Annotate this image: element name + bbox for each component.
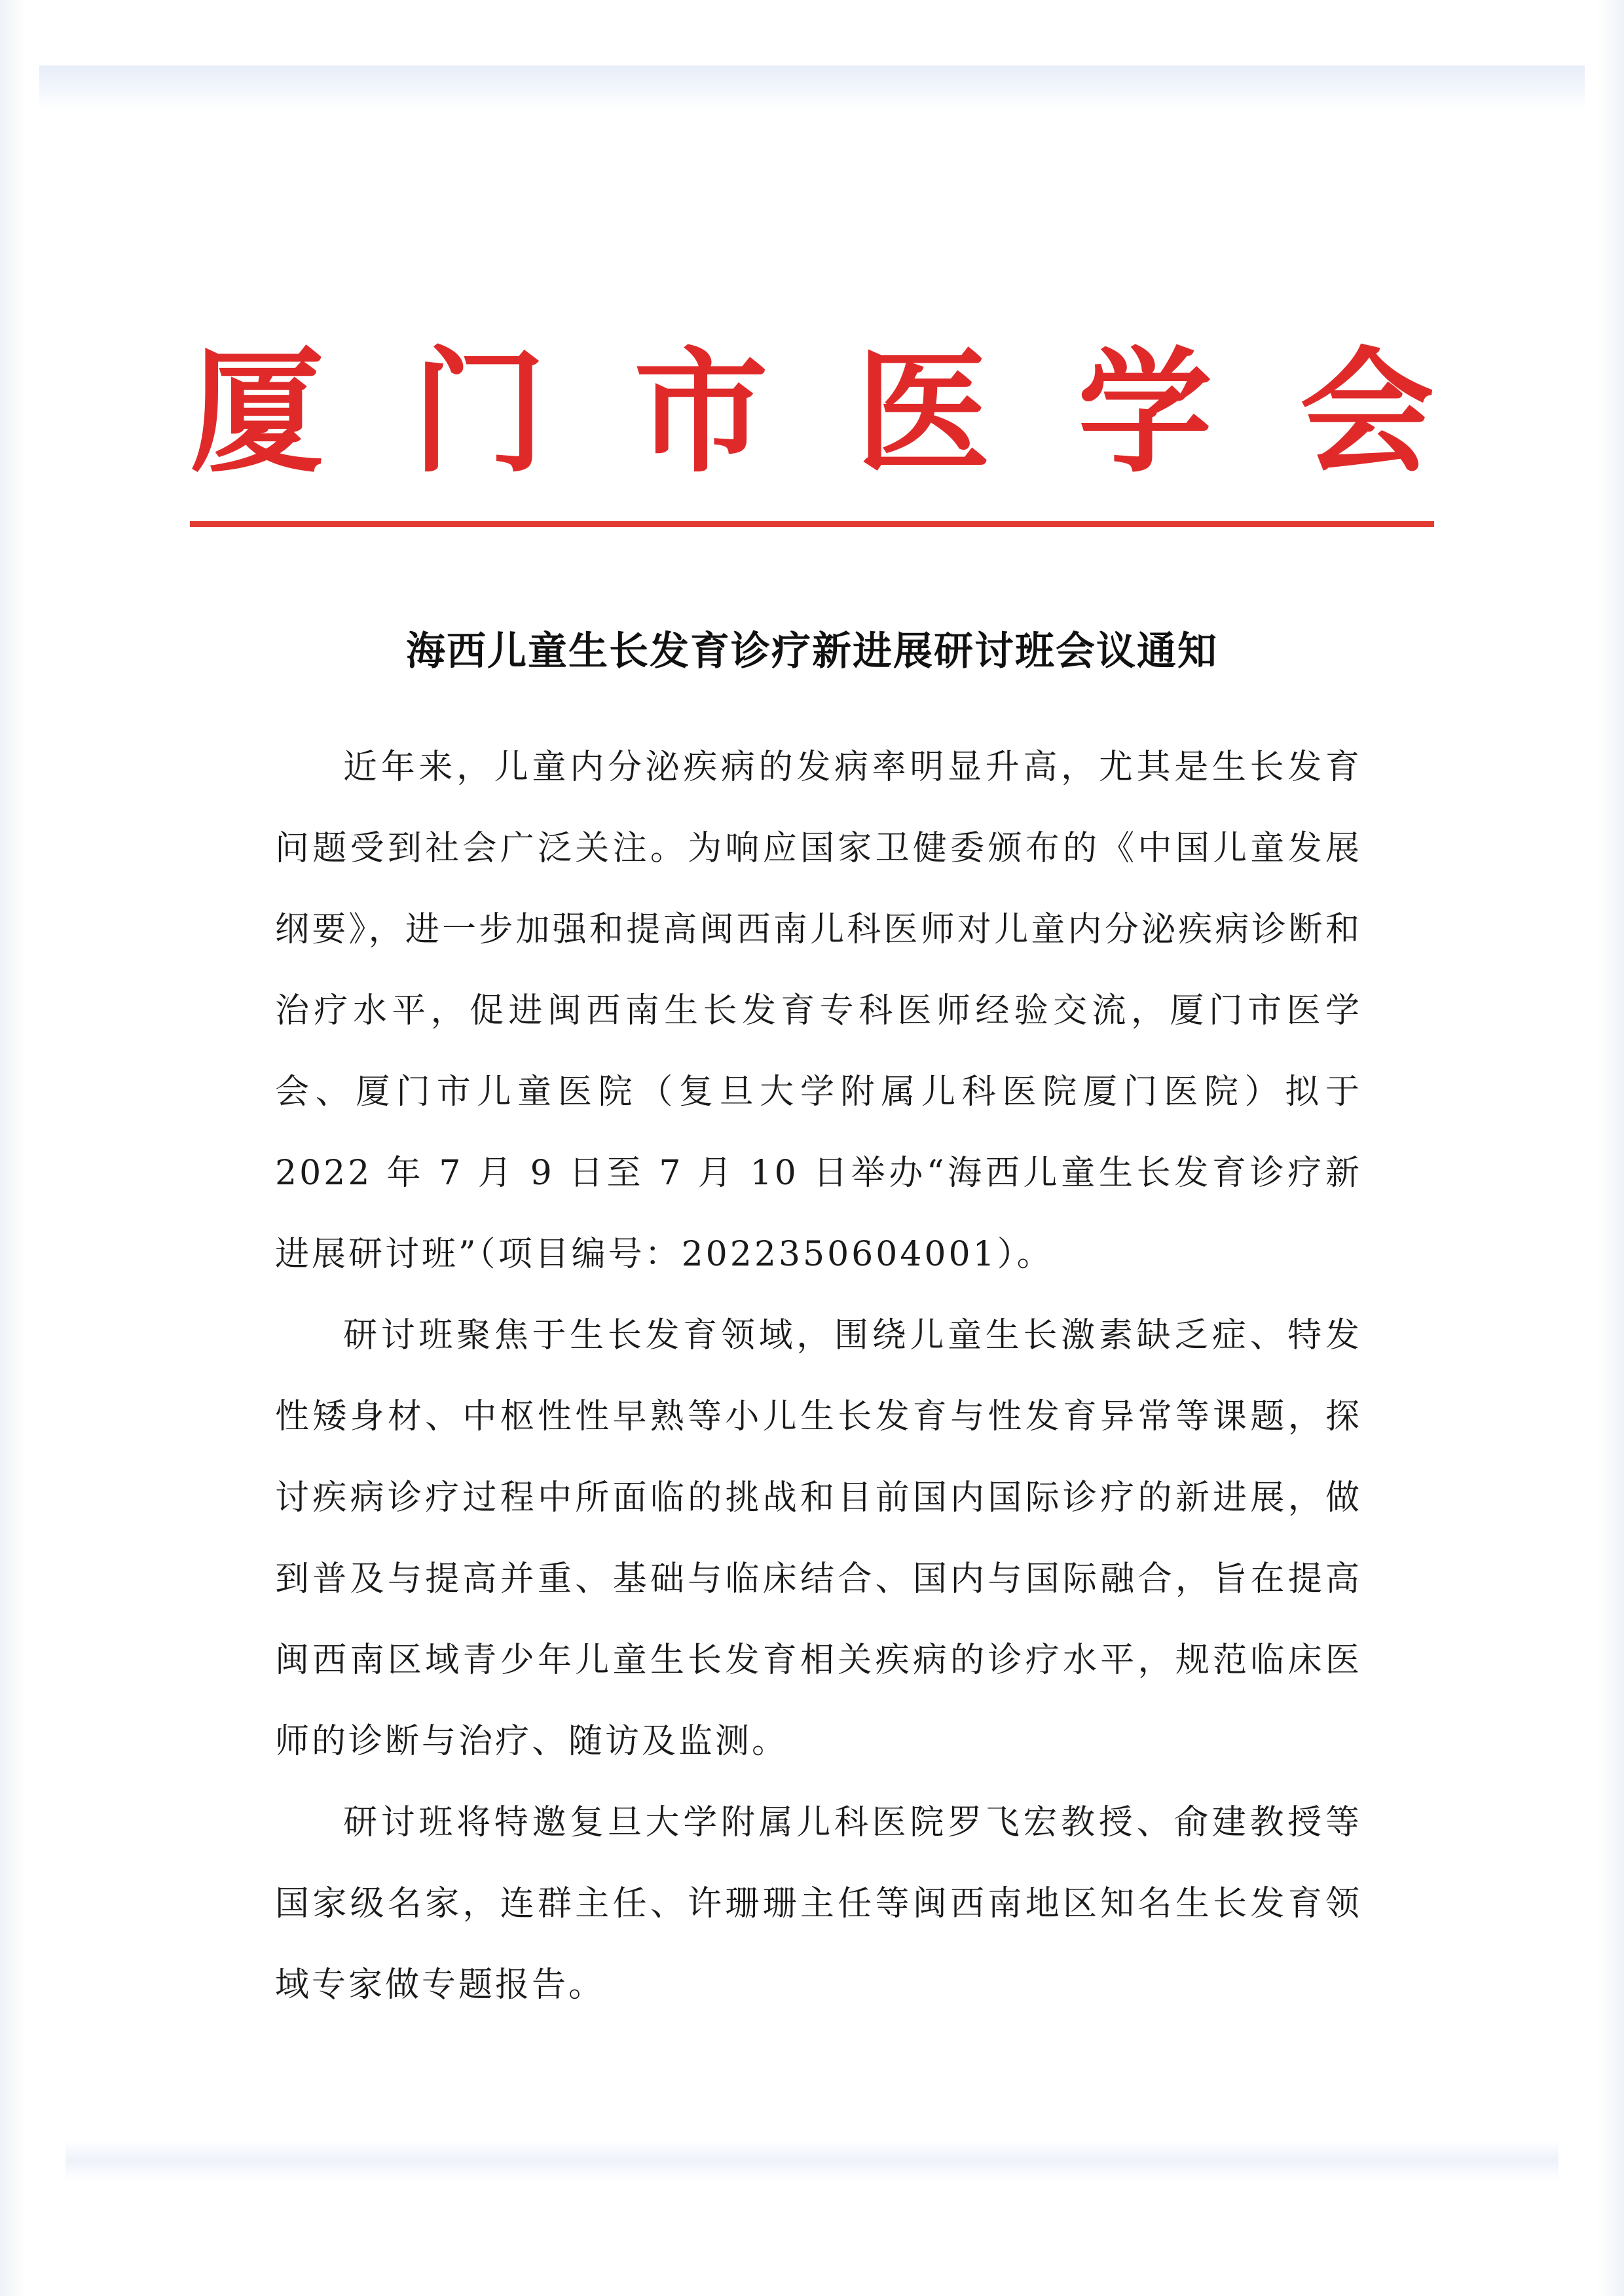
paragraph-speakers: 研讨班将特邀复旦大学附属儿科医院罗飞宏教授、俞建教授等国家级名家，连群主任、许珊珊主任等闽西南地区知名生长发育领域专家做专题报告。 xyxy=(275,1803,1362,2005)
letterhead-char-4: 医 xyxy=(856,333,990,491)
paragraph-intro: 近年来，儿童内分泌疾病的发病率明显升高，尤其是生长发育问题受到社会广泛关注。为响应国家卫健委颁布的《中国儿童发展纲要》，进一步加强和提高闽西南儿科医师对儿童内分泌疾病诊断和治疗水平，促进闽西南生长发育专科医师经验交流，厦门市医学会、厦门市儿童医院（复旦大学附属儿科医院厦门医院）拟于 2022 年 7 月 9 日至 7 月 10 日举办“海西儿童生长发育诊疗新进展研讨班”（项目编号：2022350604001）。 xyxy=(275,748,1362,1274)
scan-tint-left xyxy=(0,0,26,2296)
paragraph-focus: 研讨班聚焦于生长发育领域，围绕儿童生长激素缺乏症、特发性矮身材、中枢性性早熟等小儿生长发育与性发育异常等课题，探讨疾病诊疗过程中所面临的挑战和目前国内国际诊疗的新进展，做到普及与提高并重、基础与临床结合、国内与国际融合，旨在提高闽西南区域青少年儿童生长发育相关疾病的诊疗水平，规范临床医师的诊断与治疗、随访及监测。 xyxy=(275,1316,1362,1761)
scan-tint-right xyxy=(1598,0,1624,2296)
letterhead-divider xyxy=(190,521,1434,527)
document-body xyxy=(275,727,1362,2026)
letterhead xyxy=(190,327,1434,498)
scan-tint-top xyxy=(39,65,1585,111)
letterhead-char-3: 市 xyxy=(634,333,768,491)
letterhead-char-2: 门 xyxy=(412,333,546,491)
letterhead-char-1: 厦 xyxy=(190,333,324,491)
document-title: 海西儿童生长发育诊疗新进展研讨班会议通知 xyxy=(406,629,1218,674)
scan-tint-bottom xyxy=(65,2141,1559,2180)
letterhead-char-5: 学 xyxy=(1078,333,1212,491)
letterhead-char-6: 会 xyxy=(1300,333,1434,491)
